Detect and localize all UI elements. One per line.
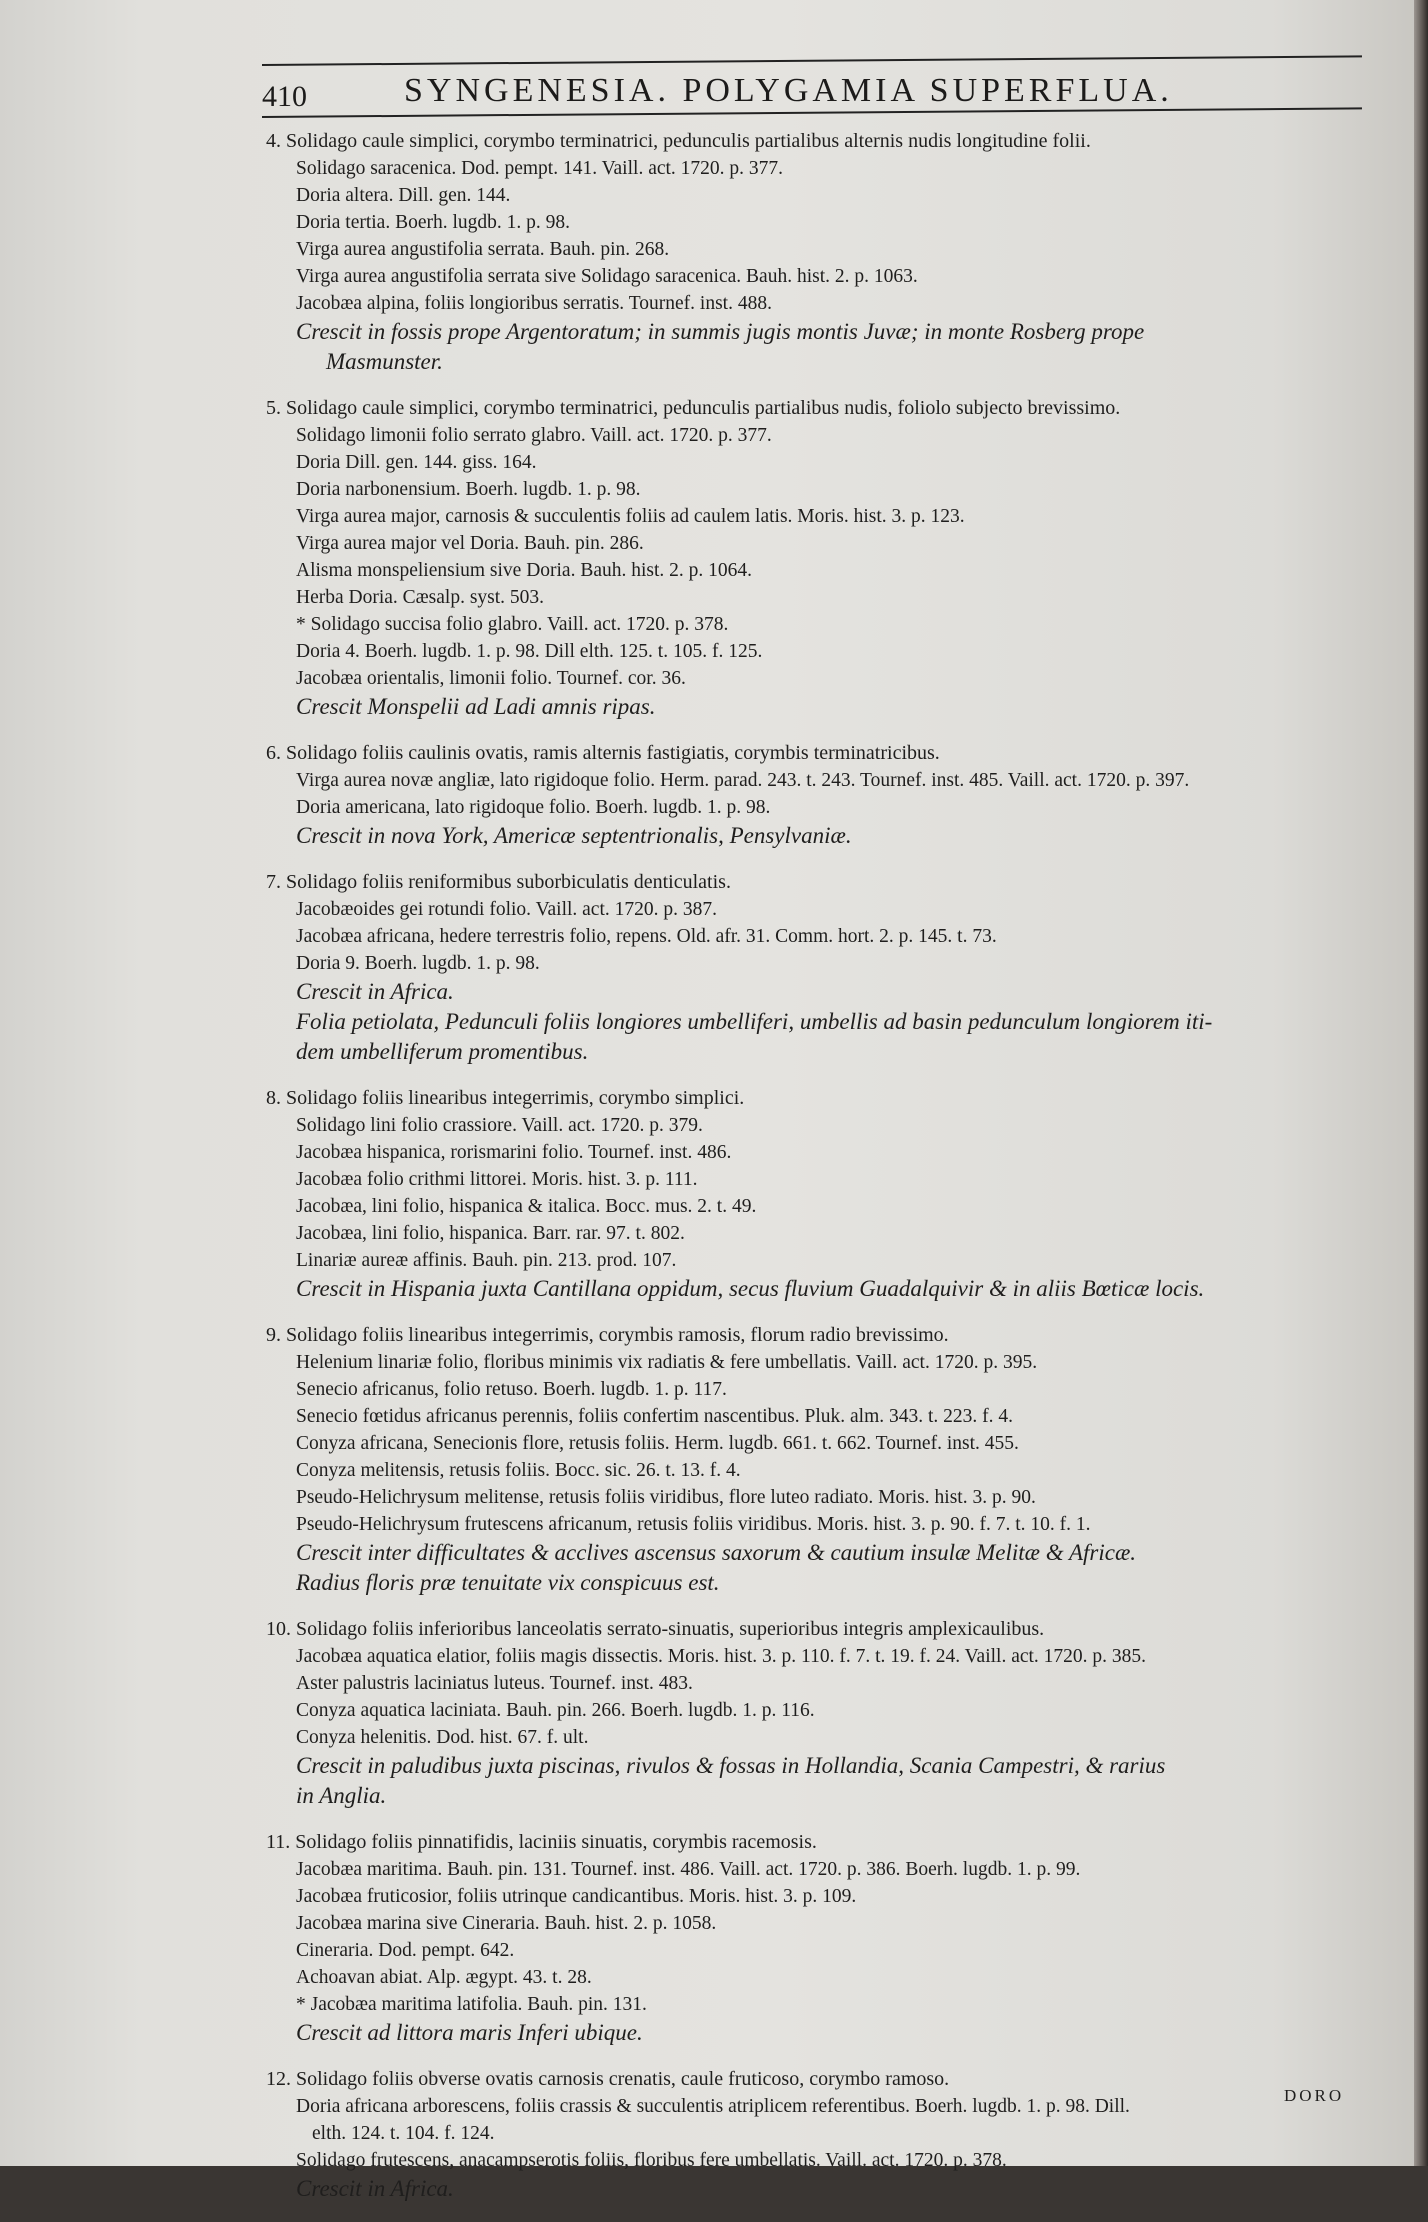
synonym-line: Solidago limonii folio serrato glabro. Vaill. act. 1720. p. 377.: [296, 425, 772, 446]
synonym-line: Virga aurea angustifolia serrata. Bauh. pin. 268.: [296, 239, 670, 260]
synonym-line: Jacobæa folio crithmi littorei. Moris. hist. 3. p. 111.: [296, 1169, 698, 1190]
synonym-line: Aster palustris laciniatus luteus. Tournef. inst. 483.: [296, 1673, 693, 1694]
synonym-line: Doria altera. Dill. gen. 144.: [296, 185, 511, 206]
synonym-line: Achoavan abiat. Alp. ægypt. 43. t. 28.: [296, 1967, 592, 1988]
habitat-note: Masmunster.: [326, 349, 443, 374]
synonym-line: Pseudo-Helichrysum frutescens africanum, retusis foliis viridibus. Moris. hist. 3. p. 90. f. 7. t. 10. f. 1.: [296, 1514, 1091, 1535]
habitat-note: Crescit inter difficultates & acclives ascensus saxorum & cautium insulæ Melitæ & Africæ.: [296, 1540, 1137, 1565]
synonym-line: Alisma monspeliensium sive Doria. Bauh. hist. 2. p. 1064.: [296, 560, 753, 581]
page-edge: [1414, 0, 1428, 2166]
entry-diagnosis: 4. Solidago caule simplici, corymbo terminatrici, pedunculis partialibus alternis nudis longitudine folii.: [266, 130, 1091, 152]
habitat-note: Crescit in Hispania juxta Cantillana oppidum, secus fluvium Guadalquivir & in aliis Bœticæ locis.: [296, 1276, 1205, 1301]
synonym-line: Jacobæa, lini folio, hispanica & italica. Bocc. mus. 2. t. 49.: [296, 1196, 757, 1217]
species-entry: [266, 2066, 1376, 2204]
synonym-line: Solidago frutescens, anacampserotis foliis, floribus fere umbellatis. Vaill. act. 1720. p. 378.: [296, 2150, 1007, 2171]
synonym-line: * Solidago succisa folio glabro. Vaill. act. 1720. p. 378.: [296, 614, 729, 635]
entry-diagnosis: 8. Solidago foliis linearibus integerrimis, corymbo simplici.: [266, 1087, 745, 1109]
synonym-line: Herba Doria. Cæsalp. syst. 503.: [296, 587, 545, 608]
synonym-line: Virga aurea major, carnosis & succulentis foliis ad caulem latis. Moris. hist. 3. p. 123.: [296, 506, 965, 527]
synonym-line: Virga aurea novæ angliæ, lato rigidoque folio. Herm. parad. 243. t. 243. Tournef. inst. 485. Vaill. act. 1720. p. 397.: [296, 770, 1190, 791]
species-entry: [266, 128, 1376, 377]
habitat-note: Crescit in nova York, Americæ septentrionalis, Pensylvaniæ.: [296, 823, 852, 848]
synonym-line: Jacobæa alpina, foliis longioribus serratis. Tournef. inst. 488.: [296, 293, 772, 314]
synonym-line: Senecio africanus, folio retuso. Boerh. lugdb. 1. p. 117.: [296, 1379, 727, 1400]
page-header-title: SYNGENESIA. POLYGAMIA SUPERFLUA.: [404, 72, 1173, 109]
entry-diagnosis: 11. Solidago foliis pinnatifidis, laciniis sinuatis, corymbis racemosis.: [266, 1831, 817, 1853]
synonym-line: Conyza helenitis. Dod. hist. 67. f. ult.: [296, 1727, 589, 1748]
entry-diagnosis: 6. Solidago foliis caulinis ovatis, ramis alternis fastigiatis, corymbis terminatricibus.: [266, 742, 940, 764]
entry-diagnosis: 7. Solidago foliis reniformibus suborbiculatis denticulatis.: [266, 871, 731, 893]
synonym-line: Conyza aquatica laciniata. Bauh. pin. 266. Boerh. lugdb. 1. p. 116.: [296, 1700, 815, 1721]
synonym-line: Virga aurea major vel Doria. Bauh. pin. 286.: [296, 533, 644, 554]
synonym-line: Senecio fœtidus africanus perennis, foliis confertim nascentibus. Pluk. alm. 343. t. 223. f. 4.: [296, 1406, 1014, 1427]
habitat-note: Radius floris præ tenuitate vix conspicuus est.: [296, 1570, 720, 1595]
synonym-line: Solidago saracenica. Dod. pempt. 141. Vaill. act. 1720. p. 377.: [296, 158, 784, 179]
habitat-note: Crescit in Africa.: [296, 2176, 454, 2201]
synonym-line: Jacobæa orientalis, limonii folio. Tournef. cor. 36.: [296, 668, 686, 689]
synonym-line: Doria americana, lato rigidoque folio. Boerh. lugdb. 1. p. 98.: [296, 797, 771, 818]
synonym-line: Jacobæa africana, hedere terrestris folio, repens. Old. afr. 31. Comm. hort. 2. p. 145. t. 73.: [296, 926, 997, 947]
running-head: [262, 58, 1362, 120]
synonym-line: Jacobæa hispanica, rorismarini folio. Tournef. inst. 486.: [296, 1142, 732, 1163]
catchword: DORO: [1284, 2086, 1345, 2105]
species-entry: [266, 740, 1376, 851]
habitat-note: dem umbelliferum promentibus.: [296, 1039, 589, 1064]
species-entry: [266, 1322, 1376, 1598]
species-entry: [266, 395, 1376, 722]
synonym-line: Helenium linariæ folio, floribus minimis vix radiatis & fere umbellatis. Vaill. act. 1720. p. 395.: [296, 1352, 1038, 1373]
synonym-line: Doria tertia. Boerh. lugdb. 1. p. 98.: [296, 212, 571, 233]
synonym-line: Jacobæa aquatica elatior, foliis magis dissectis. Moris. hist. 3. p. 110. f. 7. t. 19. f. 24. Vaill. act. 1720. p. 385.: [296, 1646, 1147, 1667]
synonym-line: Doria africana arborescens, foliis crassis & succulentis atriplicem referentibus. Boerh. lugdb. 1. p. 98. Dill.: [296, 2096, 1130, 2117]
synonym-line: Linariæ aureæ affinis. Bauh. pin. 213. prod. 107.: [296, 1250, 677, 1271]
synonym-line: Jacobæoides gei rotundi folio. Vaill. act. 1720. p. 387.: [296, 899, 718, 920]
species-entry: [266, 1085, 1376, 1304]
species-entry: [266, 1829, 1376, 2048]
synonym-line: Virga aurea angustifolia serrata sive Solidago saracenica. Bauh. hist. 2. p. 1063.: [296, 266, 918, 287]
synonym-line: Jacobæa maritima. Bauh. pin. 131. Tournef. inst. 486. Vaill. act. 1720. p. 386. Boerh. lugdb. 1. p. 99.: [296, 1859, 1081, 1880]
synonym-line: Doria narbonensium. Boerh. lugdb. 1. p. 98.: [296, 479, 641, 500]
habitat-note: Crescit in fossis prope Argentoratum; in summis jugis montis Juvæ; in monte Rosberg prope: [296, 319, 1145, 344]
habitat-note: Crescit in paludibus juxta piscinas, rivulos & fossas in Hollandia, Scania Campestri, & rarius: [296, 1753, 1166, 1778]
species-entry: [266, 1616, 1376, 1811]
synonym-line: elth. 124. t. 104. f. 124.: [312, 2123, 495, 2144]
synonym-line: Doria Dill. gen. 144. giss. 164.: [296, 452, 537, 473]
synonym-line: Jacobæa marina sive Cineraria. Bauh. hist. 2. p. 1058.: [296, 1913, 717, 1934]
synonym-line: Jacobæa, lini folio, hispanica. Barr. rar. 97. t. 802.: [296, 1223, 685, 1244]
entry-diagnosis: 12. Solidago foliis obverse ovatis carnosis crenatis, caule fruticoso, corymbo ramoso.: [266, 2068, 950, 2090]
synonym-line: Cineraria. Dod. pempt. 642.: [296, 1940, 515, 1961]
synonym-line: Solidago lini folio crassiore. Vaill. act. 1720. p. 379.: [296, 1115, 703, 1136]
entry-diagnosis: 10. Solidago foliis inferioribus lanceolatis serrato-sinuatis, superioribus integris amplexicaulibus.: [266, 1618, 1045, 1640]
entry-diagnosis: 5. Solidago caule simplici, corymbo terminatrici, pedunculis partialibus nudis, foliolo subjecto brevissimo.: [266, 397, 1121, 419]
page-body: [266, 128, 1376, 2222]
habitat-note: in Anglia.: [296, 1783, 387, 1808]
entry-diagnosis: 9. Solidago foliis linearibus integerrimis, corymbis ramosis, florum radio brevissimo.: [266, 1324, 949, 1346]
synonym-line: Jacobæa fruticosior, foliis utrinque candicantibus. Moris. hist. 3. p. 109.: [296, 1886, 857, 1907]
synonym-line: Conyza melitensis, retusis foliis. Bocc. sic. 26. t. 13. f. 4.: [296, 1460, 741, 1481]
synonym-line: Doria 4. Boerh. lugdb. 1. p. 98. Dill elth. 125. t. 105. f. 125.: [296, 641, 763, 662]
habitat-note: Crescit in Africa.: [296, 979, 454, 1004]
synonym-line: Pseudo-Helichrysum melitense, retusis foliis viridibus, flore luteo radiato. Moris. hist. 3. p. 90.: [296, 1487, 1036, 1508]
page-number: 410: [262, 80, 307, 113]
header-rule-top: [262, 55, 1362, 66]
habitat-note: Folia petiolata, Pedunculi foliis longiores umbelliferi, umbellis ad basin pedunculum longiorem iti-: [296, 1009, 1213, 1034]
habitat-note: Crescit ad littora maris Inferi ubique.: [296, 2020, 643, 2045]
habitat-note: Crescit Monspelii ad Ladi amnis ripas.: [296, 694, 656, 719]
species-entry: [266, 869, 1376, 1067]
synonym-line: * Jacobæa maritima latifolia. Bauh. pin. 131.: [296, 1994, 647, 2015]
synonym-line: Conyza africana, Senecionis flore, retusis foliis. Herm. lugdb. 661. t. 662. Tournef. inst. 455.: [296, 1433, 1019, 1454]
synonym-line: Doria 9. Boerh. lugdb. 1. p. 98.: [296, 953, 540, 974]
